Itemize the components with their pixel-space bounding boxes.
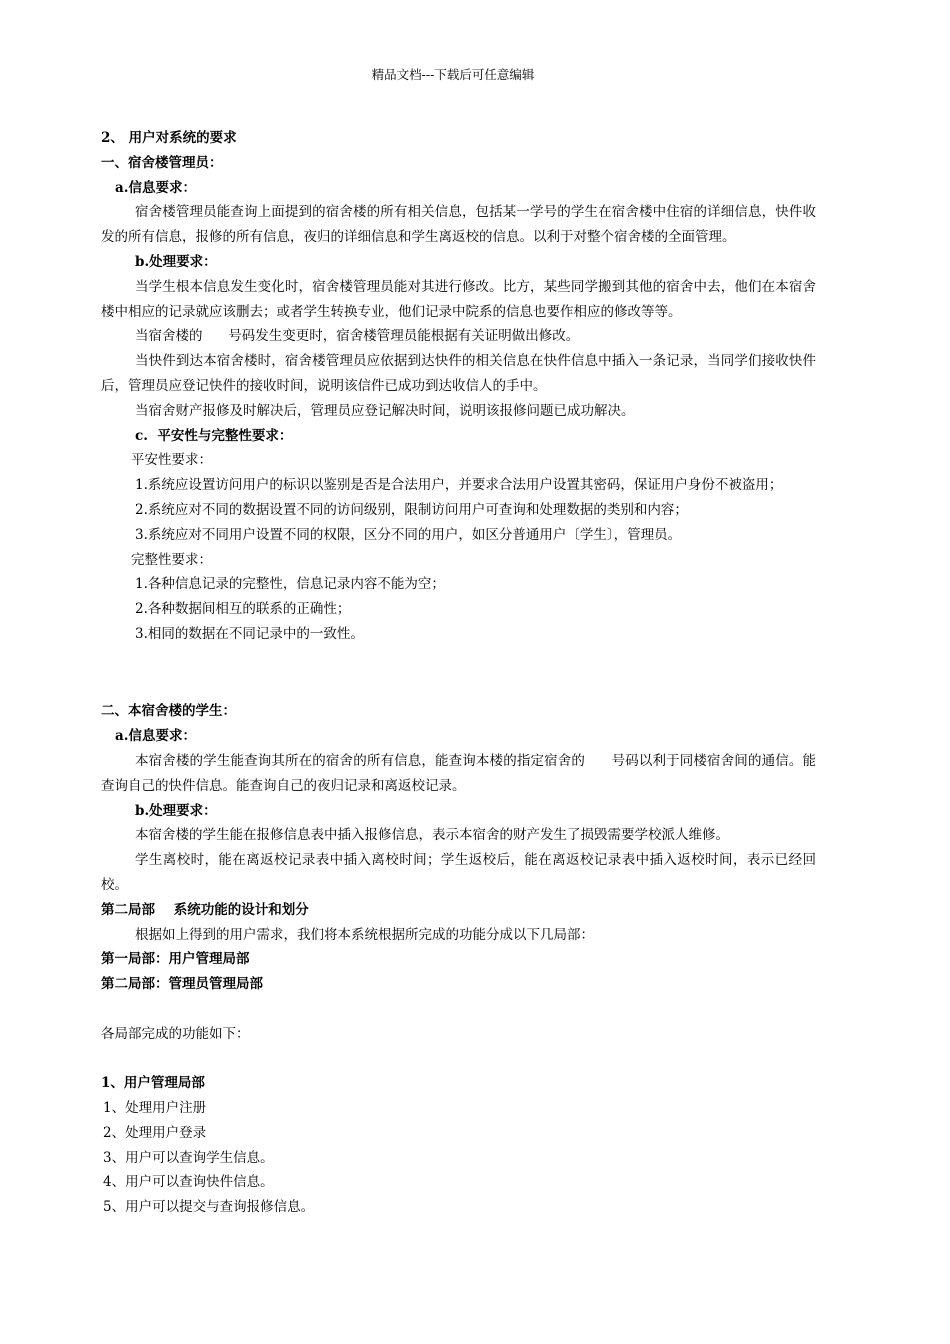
paragraph-admin-proc-2: 当宿舍楼的 号码发生变更时，宿舍楼管理员能根据有关证明做出修改。 (135, 328, 580, 345)
list-item-security-1: 1.系统应设置访问用户的标识以鉴别是否是合法用户，并要求合法用户设置其密码，保证用户身份不被盗用； (135, 477, 783, 494)
paragraph-student-info: 本宿舍楼的学生能查询其所在的宿舍的所有信息，能查询本楼的指定宿舍的 号码以利于同楼宿舍间的通信。能查询自己的快件信息。能查询自己的夜归记录和离返校记录。 (101, 752, 816, 794)
subheading-info-requirements: a.信息要求： (115, 179, 196, 196)
subheading-security-integrity: c. 平安性与完整性要求： (135, 427, 293, 444)
paragraph-admin-proc-4: 当宿舍财产报修及时解决后，管理员应登记解决时间，说明该报修问题已成功解决。 (135, 402, 635, 419)
label-functions: 各局部完成的功能如下： (101, 1025, 250, 1042)
paragraph-student-proc-1: 本宿舍楼的学生能在报修信息表中插入报修信息，表示本宿舍的财产发生了损毁需要学校派人维修。 (135, 827, 729, 844)
section-heading-user-management: 1、用户管理局部 (101, 1075, 205, 1092)
list-item-integrity-1: 1.各种信息记录的完整性，信息记录内容不能为空； (135, 576, 445, 593)
paragraph-admin-proc-3: 当快件到达本宿舍楼时，宿舍楼管理员应依据到达快件的相关信息在快件信息中插入一条记录，当同学们接收快件后，管理员应登记快件的接收时间，说明该信件已成功到达收信人的手中。 (101, 353, 816, 394)
spacer (101, 1046, 816, 1071)
spacer (101, 647, 816, 697)
part-title-dorm-students: 二、本宿舍楼的学生： (101, 703, 236, 720)
list-item-function-2: 2、处理用户登录 (103, 1124, 207, 1141)
list-item-integrity-3: 3.相同的数据在不同记录中的一致性。 (135, 625, 364, 642)
part-heading-user-management: 第一局部：用户管理局部 (101, 951, 250, 968)
label-security-requirements: 平安性要求： (131, 452, 212, 469)
list-item-function-1: 1、处理用户注册 (103, 1100, 207, 1117)
document-body (101, 126, 816, 1220)
part-title-dorm-admin: 一、宿舍楼管理员： (101, 154, 223, 171)
part-heading-admin-management: 第二局部：管理员管理局部 (101, 976, 263, 993)
section-heading-system-design: 第二局部 系统功能的设计和划分 (101, 901, 309, 918)
paragraph-admin-proc-1: 当学生根本信息发生变化时，宿舍楼管理员能对其进行修改。比方，某些同学搬到其他的宿舍中去，他们在本宿舍楼中相应的记录就应该删去；或者学生转换专业，他们记录中院系的信息也要作相应的修改等等。 (101, 278, 816, 320)
list-item-security-2: 2.系统应对不同的数据设置不同的访问级别，限制访问用户可查询和处理数据的类别和内容； (135, 501, 688, 518)
list-item-security-3: 3.系统应对不同用户设置不同的权限，区分不同的用户，如区分普通用户〔学生〕，管理员。 (135, 526, 682, 543)
page-header: 精品文档---下载后可任意编辑 (371, 67, 535, 82)
list-item-integrity-2: 2.各种数据间相互的联系的正确性； (135, 601, 351, 618)
paragraph-admin-info: 宿舍楼管理员能查询上面提到的宿舍楼的所有相关信息，包括某一学号的学生在宿舍楼中住宿的详细信息，快件收发的所有信息，报修的所有信息，夜归的详细信息和学生离返校的信息。以利于对整个宿舍楼的全面管理。 (101, 204, 816, 246)
paragraph-student-proc-2: 学生离校时，能在离返校记录表中插入离校时间；学生返校后，能在离返校记录表中插入返校时间，表示已经回校。 (101, 852, 816, 893)
subheading-processing-requirements: b.处理要求： (135, 253, 217, 270)
subheading-student-info-requirements: a.信息要求： (115, 728, 196, 745)
subheading-student-processing-requirements: b.处理要求： (135, 802, 217, 819)
list-item-function-3: 3、用户可以查询学生信息。 (103, 1149, 274, 1166)
list-item-function-5: 5、用户可以提交与查询报修信息。 (103, 1199, 315, 1216)
paragraph-design-intro: 根据如上得到的用户需求，我们将本系统根据所完成的功能分成以下几局部： (135, 926, 594, 943)
label-integrity-requirements: 完整性要求： (131, 551, 212, 568)
section-heading-user-requirements: 2、 用户对系统的要求 (101, 130, 237, 146)
list-item-function-4: 4、用户可以查询快件信息。 (103, 1174, 274, 1191)
spacer (101, 997, 816, 1022)
